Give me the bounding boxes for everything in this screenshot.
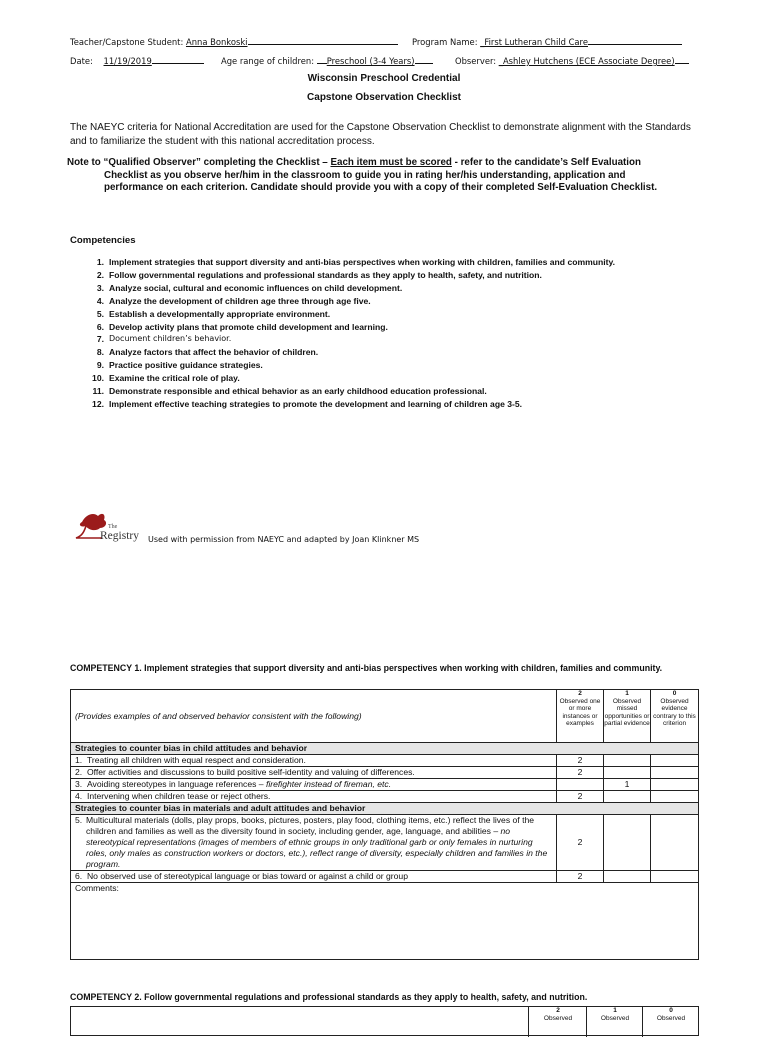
score-cell-1[interactable] [604, 791, 651, 803]
score-cell-0[interactable] [651, 871, 699, 883]
competency-item: 6. Develop activity plans that promote child development and learning. [96, 321, 388, 332]
table-row [71, 779, 699, 791]
note-lead: Note to “Qualified Observer” completing the Checklist – [67, 157, 331, 168]
competency2-title: COMPETENCY 2. Follow governmental regulations and professional standards as they apply to health, safety, and nutrition. [70, 992, 588, 1002]
age-value[interactable]: Preschool (3-4 Years) [326, 56, 415, 66]
score-header-2: 2 Observed [528, 1007, 587, 1037]
section-heading: Strategies to counter bias in materials and adult attitudes and behavior [71, 803, 699, 815]
competency-item: 5. Establish a developmentally appropriate environment. [96, 308, 331, 319]
teacher-blank [248, 36, 398, 45]
score-cell-1[interactable] [604, 871, 651, 883]
score-cell-2[interactable]: 2 [557, 755, 604, 767]
competency1-title: COMPETENCY 1. Implement strategies that support diversity and anti-bias perspectives when working with children, families and community. [70, 663, 663, 673]
document-title: Wisconsin Preschool Credential [307, 73, 461, 84]
score-cell-1[interactable] [604, 815, 651, 871]
table-row [71, 815, 699, 871]
teacher-label: Teacher/Capstone Student: [70, 37, 184, 47]
date-value[interactable]: 11/19/2019 [103, 56, 152, 66]
observer-value[interactable]: _Ashley Hutchens (ECE Associate Degree) [498, 56, 675, 66]
competencies-list [82, 256, 722, 411]
section-row [71, 803, 699, 815]
logo-small-text: The [108, 524, 118, 530]
note-first-line [67, 157, 710, 170]
program-field [412, 36, 682, 47]
comments-label: Comments: [75, 883, 119, 893]
competency1-table [70, 689, 699, 960]
score-header-2: 2 Observed one or more instances or examples [557, 690, 604, 743]
item-text: 5. Multicultural materials (dolls, play props, books, pictures, posters, play food, clothing items, etc.) reflect the lives of the children and families as well as the diversity found in society, including gender, age, language, and abilities – no stereotypical representations (images of members of ethnic groups in only traditional garb or only females in nurturing roles, only males as construction workers or doctors, etc.), reflect range of diversity, especially children and families in the program. [71, 815, 557, 871]
score-cell-0[interactable] [651, 815, 699, 871]
score-header-1: 1 Observed [586, 1007, 643, 1037]
score-header-0: 0 Observed [642, 1007, 699, 1037]
competency-item: 10. Examine the critical role of play. [92, 373, 240, 384]
age-field [221, 55, 433, 66]
age-label: Age range of children: [221, 56, 315, 66]
program-value[interactable]: _First Lutheran Child Care [480, 37, 588, 47]
score-cell-2[interactable]: 2 [557, 767, 604, 779]
provides-note: (Provides examples of and observed behavior consistent with the following) [71, 690, 557, 743]
table-row [71, 755, 699, 767]
table-row [71, 871, 699, 883]
section-heading: Strategies to counter bias in child attitudes and behavior [71, 743, 699, 755]
date-label: Date: [70, 56, 93, 66]
score-cell-0[interactable] [651, 779, 699, 791]
permission-note: Used with permission from NAEYC and adapted by Joan Klinkner MS [148, 535, 420, 544]
note-emphasis: Each item must be scored [330, 157, 452, 168]
registry-logo [72, 508, 150, 548]
item-text: 4. Intervening when children tease or reject others. [71, 791, 557, 803]
score-cell-1[interactable]: 1 [604, 779, 651, 791]
table-header-row [71, 690, 699, 743]
competency-item: 7. Document children’s behavior. [96, 334, 232, 345]
score-cell-0[interactable] [651, 767, 699, 779]
program-blank [588, 36, 682, 45]
program-label: Program Name: [412, 37, 478, 47]
observer-field [455, 55, 689, 66]
logo-name: Registry [100, 530, 139, 542]
competency-item: 12. Implement effective teaching strategies to promote the development and learning of children age 3-5. [92, 398, 523, 409]
observer-label: Observer: [455, 56, 497, 66]
item-text: 3. Avoiding stereotypes in language references – firefighter instead of fireman, etc. [71, 779, 557, 791]
teacher-value[interactable]: Anna Bonkoski [185, 37, 248, 47]
score-cell-2[interactable]: 2 [557, 815, 604, 871]
competency-item: 8. Analyze factors that affect the behavior of children. [96, 347, 319, 358]
score-cell-2[interactable] [557, 779, 604, 791]
comments-box[interactable] [71, 883, 699, 960]
competency-item: 4. Analyze the development of children age three through age five. [96, 295, 371, 306]
score-cell-2[interactable]: 2 [557, 791, 604, 803]
score-cell-0[interactable] [651, 791, 699, 803]
table-row [71, 767, 699, 779]
score-header-1: 1 Observed missed opportunities or partial evidence [604, 690, 651, 743]
competency-item: 3. Analyze social, cultural and economic influences on child development. [96, 282, 403, 293]
intro-paragraph: The NAEYC criteria for National Accreditation are used for the Capstone Observation Checklist to demonstrate alignment with the Standards and to familiarize the student with this national accreditation process. [70, 122, 691, 147]
score-header-0: 0 Observed evidence contrary to this criterion [651, 690, 699, 743]
competency-item: 11. Demonstrate responsible and ethical behavior as an early childhood education professional. [92, 386, 487, 397]
score-cell-2[interactable]: 2 [557, 871, 604, 883]
item-text: 1. Treating all children with equal respect and consideration. [71, 755, 557, 767]
section-row [71, 743, 699, 755]
item-text: 6. No observed use of stereotypical language or bias toward or against a child or group [71, 871, 557, 883]
table-row [71, 791, 699, 803]
competency-item: 9. Practice positive guidance strategies. [96, 360, 263, 371]
date-field [70, 55, 204, 66]
score-cell-1[interactable] [604, 755, 651, 767]
competencies-heading: Competencies [70, 235, 136, 246]
date-blank [152, 55, 204, 64]
comments-row [71, 883, 699, 960]
document-subtitle: Capstone Observation Checklist [307, 92, 461, 103]
item-text: 2. Offer activities and discussions to build positive self-identity and valuing of differences. [71, 767, 557, 779]
competency2-table [70, 1006, 699, 1036]
teacher-field [70, 36, 398, 47]
score-cell-0[interactable] [651, 755, 699, 767]
note-continuation: Checklist as you observe her/him in the classroom to guide you in rating her/his understanding, application and performance on each criterion. Candidate should provide you with a copy of their completed Self-Evaluation Checklist. [104, 169, 658, 194]
score-cell-1[interactable] [604, 767, 651, 779]
note-rest: - refer to the candidate’s Self Evaluation [451, 157, 641, 168]
competency-item: 1. Implement strategies that support diversity and anti-bias perspectives when working with children, families and community. [96, 257, 616, 267]
observer-note [67, 157, 710, 195]
competency-item: 2. Follow governmental regulations and professional standards as they apply to health, safety, and nutrition. [96, 269, 542, 280]
